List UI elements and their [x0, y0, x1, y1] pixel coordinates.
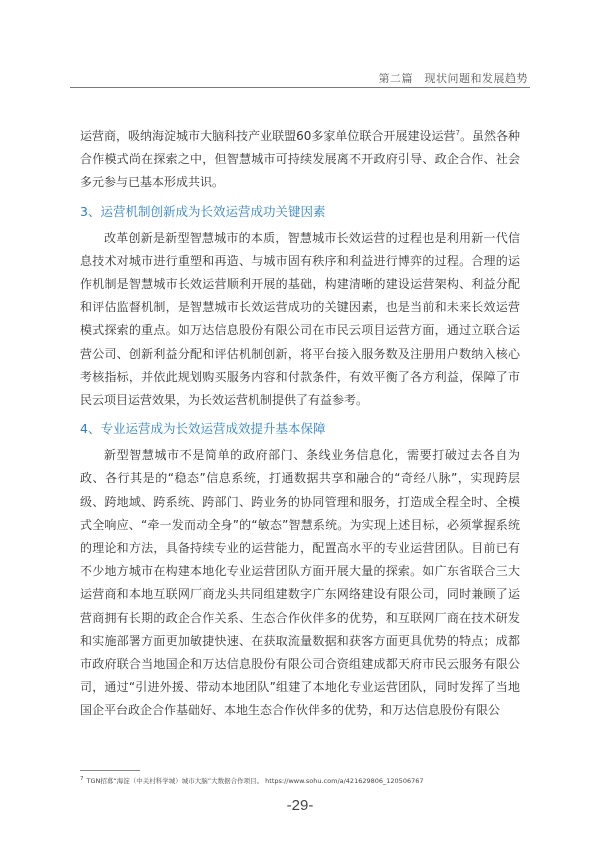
footnote-reference[interactable]: 7	[455, 129, 460, 137]
footnote-mark: 7	[80, 775, 84, 782]
header-divider	[70, 87, 530, 88]
footnote-text: TGN招募“海淀（中关村科学城）城市大脑”大数据合作项目。 https://www.sohu.com/a/421629806_120506767	[86, 777, 424, 785]
section-heading-4: 4、专业运营成为长效运营成效提升基本保障	[80, 421, 326, 437]
section-heading-3: 3、运营机制创新成为长效运营成功关键因素	[80, 203, 326, 219]
paragraph-professional-operation: 新型智慧城市不是简单的政府部门、条线业务信息化，需要打破过去各自为政、各行其是的“稳态”信息系统，打通数据共享和融合的“奇经八脉”，实现跨层级、跨地域、跨系统、跨部门、跨业务的协同管理和服务，打造成全程全时、全模式全响应、“牵一发而动全身”的“敏态”智慧系统。为实现上述目标，必须掌握系统的理论和方法，具备持续专业的运营能力，配置高水平的专业运营团队。目前已有不少地方城市在构建本地化专业运营团队方面开展大量的探索。如广东省联合三大运营商和本地互联网厂商龙头共同组建数字广东网络建设有限公司，同时兼顾了运营商拥有长期的政企合作关系、生态合作伙伴多的优势，和互联网厂商在技术研发和实施部署方面更加敏捷快速、在获取流量数据和获客方面更具优势的特点；成都市政府联合当地国企和万达信息股份有限公司合资组建成都天府市民云服务有限公司，通过“引进外援、带动本地团队”组建了本地化专业运营团队，同时发挥了当地国企平台政企合作基础好、本地生态合作伙伴多的优势，和万达信息股份有限公	[80, 448, 520, 718]
paragraph-continuation	[80, 125, 520, 195]
page-header	[0, 0, 600, 86]
paragraph-operation-mechanism: 改革创新是新型智慧城市的本质，智慧城市长效运营的过程也是利用新一代信息技术对城市进行重塑和再造、与城市固有秩序和利益进行博弈的过程。合理的运作机制是智慧城市长效运营顺利开展的基础，构建清晰的建设运营架构、利益分配和评估监督机制，是智慧城市长效运营成功的关键因素，也是当前和未来长效运营模式探索的重点。如万达信息股份有限公司在市民云项目运营方面，通过立联合运营公司、创新利益分配和评估机制创新，将平台接入服务数及注册用户数纳入核心考核指标，并依此规划购买服务内容和付款条件，有效平衡了各方利益，保障了市民云项目运营效果，为长效运营机制提供了有益参考。	[80, 230, 520, 408]
page-number: -29-	[286, 797, 314, 814]
chapter-title: 第二篇 现状问题和发展趋势	[378, 72, 528, 85]
footnote	[80, 776, 520, 786]
footnote-divider	[80, 770, 140, 771]
paragraph-text-after: 。虽然各种合作模式尚在探索之中，但智慧城市可持续发展离不开政府引导、政企合作、社会多元参与已基本形成共识。	[80, 129, 520, 190]
document-body	[80, 125, 520, 723]
paragraph-text: 运营商，吸纳海淀城市大脑科技产业联盟60多家单位联合开展建设运营	[80, 129, 456, 143]
